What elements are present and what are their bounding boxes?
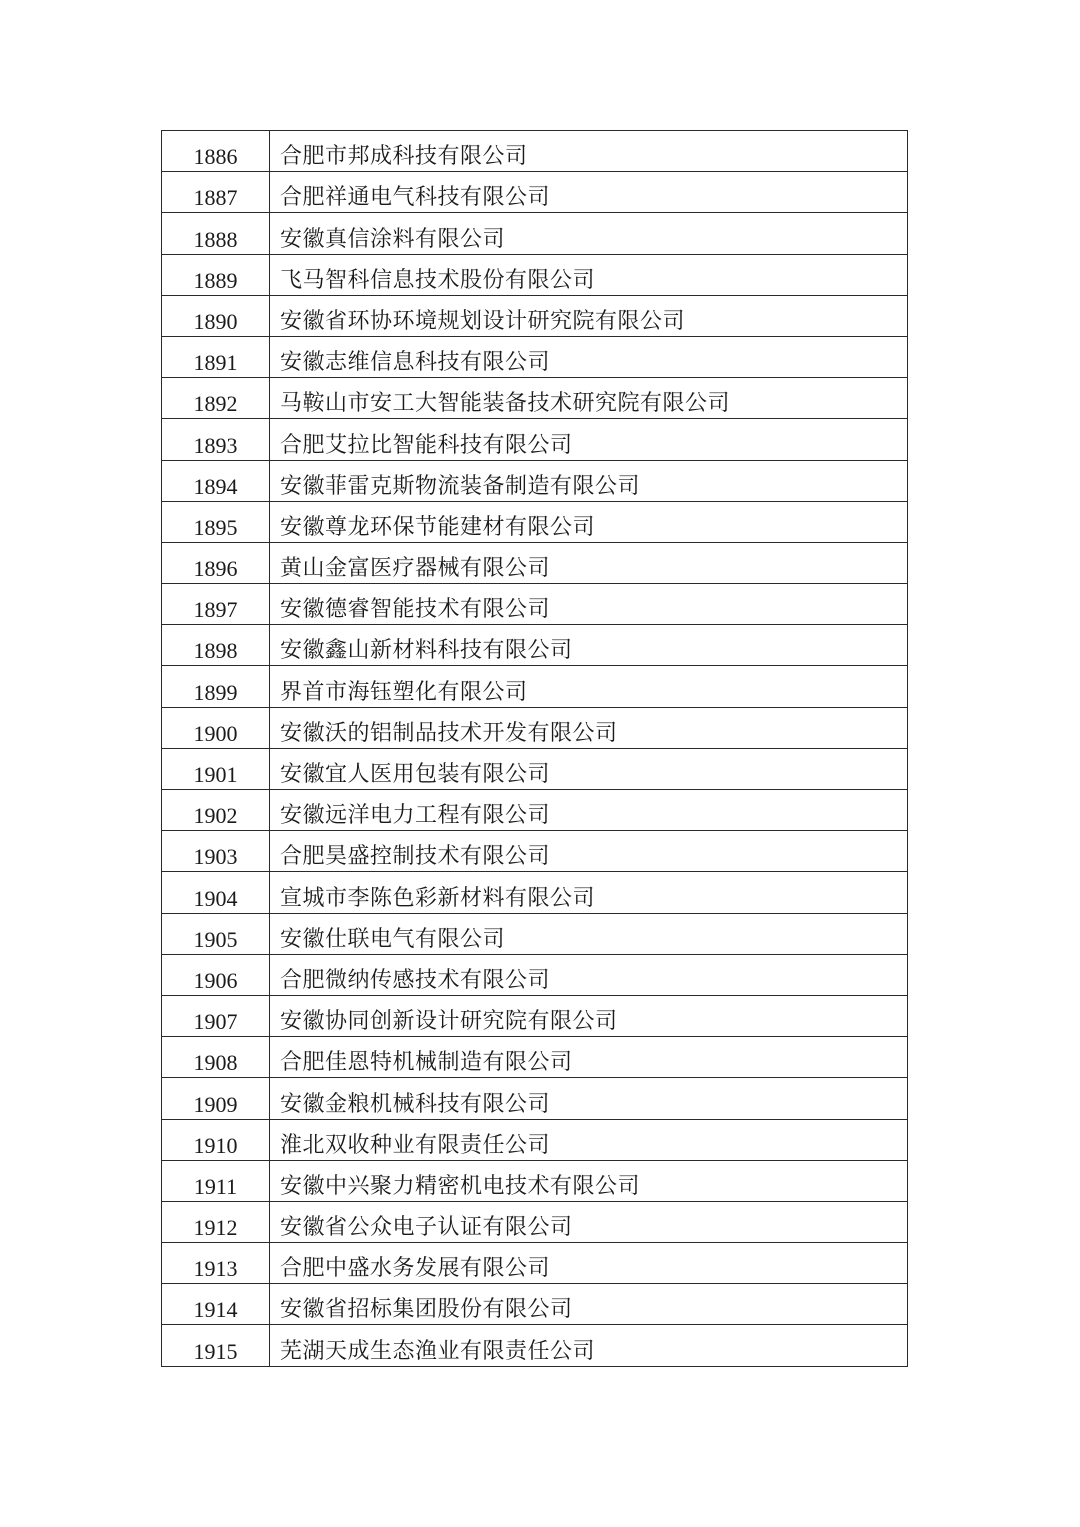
row-number-cell: 1891 (162, 336, 270, 377)
table-row (162, 254, 908, 295)
table-row (162, 707, 908, 748)
company-name-cell: 合肥微纳传感技术有限公司 (270, 954, 908, 995)
row-number-cell: 1896 (162, 542, 270, 583)
table-row (162, 954, 908, 995)
row-number-cell: 1905 (162, 913, 270, 954)
row-number-cell: 1898 (162, 625, 270, 666)
table-row (162, 1037, 908, 1078)
row-number-cell: 1901 (162, 748, 270, 789)
row-number-cell: 1893 (162, 419, 270, 460)
table-row (162, 1243, 908, 1284)
company-name-cell: 安徽远洋电力工程有限公司 (270, 790, 908, 831)
row-number-cell: 1910 (162, 1119, 270, 1160)
row-number-cell: 1899 (162, 666, 270, 707)
table-row (162, 501, 908, 542)
company-name-cell: 安徽协同创新设计研究院有限公司 (270, 995, 908, 1036)
row-number-cell: 1903 (162, 831, 270, 872)
table-row (162, 460, 908, 501)
row-number-cell: 1888 (162, 213, 270, 254)
row-number-cell: 1894 (162, 460, 270, 501)
company-name-cell: 安徽中兴聚力精密机电技术有限公司 (270, 1160, 908, 1201)
row-number-cell: 1895 (162, 501, 270, 542)
row-number-cell: 1915 (162, 1325, 270, 1366)
table-row (162, 872, 908, 913)
company-name-cell: 芜湖天成生态渔业有限责任公司 (270, 1325, 908, 1366)
company-list-table (161, 130, 908, 1367)
company-name-cell: 安徽宜人医用包装有限公司 (270, 748, 908, 789)
company-name-cell: 安徽省环协环境规划设计研究院有限公司 (270, 295, 908, 336)
company-name-cell: 安徽仕联电气有限公司 (270, 913, 908, 954)
table-row (162, 584, 908, 625)
company-name-cell: 合肥祥通电气科技有限公司 (270, 172, 908, 213)
table-row (162, 213, 908, 254)
company-name-cell: 安徽鑫山新材料科技有限公司 (270, 625, 908, 666)
company-name-cell: 合肥中盛水务发展有限公司 (270, 1243, 908, 1284)
table-row (162, 913, 908, 954)
company-name-cell: 界首市海钰塑化有限公司 (270, 666, 908, 707)
company-name-cell: 合肥市邦成科技有限公司 (270, 131, 908, 172)
row-number-cell: 1892 (162, 378, 270, 419)
row-number-cell: 1904 (162, 872, 270, 913)
table-body (162, 131, 908, 1367)
row-number-cell: 1886 (162, 131, 270, 172)
table-row (162, 542, 908, 583)
row-number-cell: 1906 (162, 954, 270, 995)
company-name-cell: 安徽省公众电子认证有限公司 (270, 1201, 908, 1242)
company-name-cell: 安徽沃的铝制品技术开发有限公司 (270, 707, 908, 748)
company-name-cell: 宣城市李陈色彩新材料有限公司 (270, 872, 908, 913)
table-row (162, 295, 908, 336)
row-number-cell: 1909 (162, 1078, 270, 1119)
table-row (162, 1160, 908, 1201)
table-row (162, 1325, 908, 1366)
table-row (162, 336, 908, 377)
company-name-cell: 安徽德睿智能技术有限公司 (270, 584, 908, 625)
row-number-cell: 1902 (162, 790, 270, 831)
table-row (162, 748, 908, 789)
company-name-cell: 淮北双收种业有限责任公司 (270, 1119, 908, 1160)
company-name-cell: 合肥昊盛控制技术有限公司 (270, 831, 908, 872)
row-number-cell: 1907 (162, 995, 270, 1036)
table-row (162, 995, 908, 1036)
table-row (162, 378, 908, 419)
company-name-cell: 安徽真信涂料有限公司 (270, 213, 908, 254)
table-row (162, 419, 908, 460)
table-row (162, 831, 908, 872)
table-row (162, 1078, 908, 1119)
table-row (162, 131, 908, 172)
company-name-cell: 安徽志维信息科技有限公司 (270, 336, 908, 377)
company-name-cell: 马鞍山市安工大智能装备技术研究院有限公司 (270, 378, 908, 419)
row-number-cell: 1912 (162, 1201, 270, 1242)
row-number-cell: 1914 (162, 1284, 270, 1325)
table-row (162, 1119, 908, 1160)
table-row (162, 172, 908, 213)
company-name-cell: 合肥艾拉比智能科技有限公司 (270, 419, 908, 460)
company-name-cell: 安徽省招标集团股份有限公司 (270, 1284, 908, 1325)
company-name-cell: 安徽尊龙环保节能建材有限公司 (270, 501, 908, 542)
row-number-cell: 1889 (162, 254, 270, 295)
company-name-cell: 飞马智科信息技术股份有限公司 (270, 254, 908, 295)
row-number-cell: 1913 (162, 1243, 270, 1284)
table-row (162, 1284, 908, 1325)
company-name-cell: 安徽金粮机械科技有限公司 (270, 1078, 908, 1119)
row-number-cell: 1887 (162, 172, 270, 213)
row-number-cell: 1890 (162, 295, 270, 336)
row-number-cell: 1897 (162, 584, 270, 625)
company-name-cell: 安徽菲雷克斯物流装备制造有限公司 (270, 460, 908, 501)
company-name-cell: 黄山金富医疗器械有限公司 (270, 542, 908, 583)
table-row (162, 1201, 908, 1242)
company-name-cell: 合肥佳恩特机械制造有限公司 (270, 1037, 908, 1078)
row-number-cell: 1911 (162, 1160, 270, 1201)
row-number-cell: 1900 (162, 707, 270, 748)
table-row (162, 625, 908, 666)
table-row (162, 666, 908, 707)
table-row (162, 790, 908, 831)
row-number-cell: 1908 (162, 1037, 270, 1078)
